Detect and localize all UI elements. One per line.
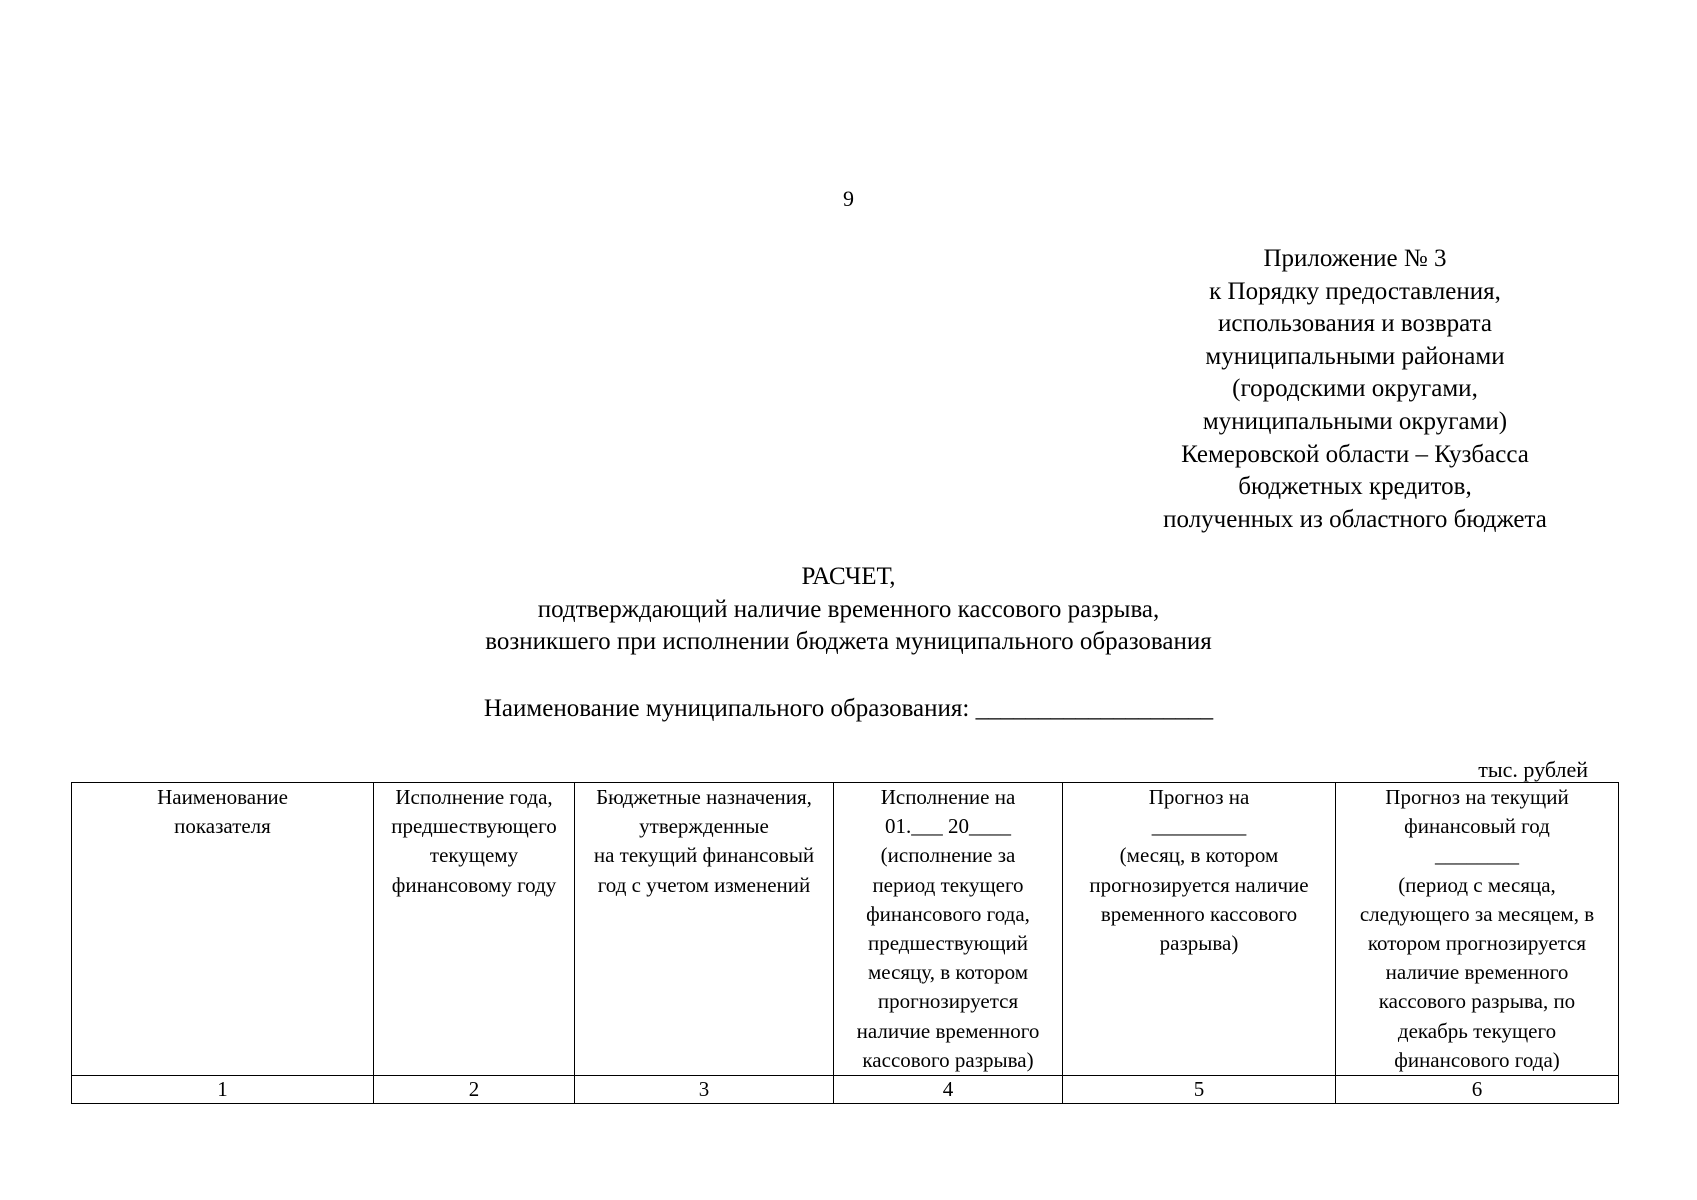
header-line: финансового года) bbox=[1394, 1047, 1560, 1072]
header-line: Прогноз на bbox=[1148, 785, 1250, 809]
header-line: наличие временного bbox=[1385, 960, 1569, 985]
header-line: финансового года, bbox=[866, 901, 1030, 926]
header-line: временного кассового bbox=[1100, 901, 1298, 926]
header-line: Бюджетные назначения, bbox=[596, 785, 812, 809]
header-line: Исполнение года, bbox=[395, 785, 553, 809]
header-line: утвержденные bbox=[639, 814, 769, 839]
header-budget-appropriations bbox=[575, 783, 834, 1076]
column-number-row bbox=[72, 1076, 1619, 1104]
title-line: возникшего при исполнении бюджета муниципального образования bbox=[485, 628, 1212, 656]
municipality-name-label: Наименование муниципального образования: ___________________ bbox=[483, 695, 1214, 722]
header-line: (период с месяца, bbox=[1398, 872, 1556, 897]
header-line: котором прогнозируется bbox=[1367, 931, 1587, 956]
appendix-line: полученных из областного бюджета bbox=[1163, 505, 1547, 533]
column-number: 6 bbox=[1336, 1076, 1619, 1104]
appendix-line: Кемеровской области – Кузбасса bbox=[1181, 440, 1529, 468]
header-line: ________ bbox=[1435, 843, 1519, 868]
header-line: год с учетом изменений bbox=[597, 872, 811, 897]
appendix-line: (городскими округами, bbox=[1232, 375, 1478, 403]
page-number: 9 bbox=[843, 186, 854, 211]
header-line: _________ bbox=[1151, 814, 1247, 839]
header-line: прогнозируется bbox=[877, 989, 1019, 1014]
header-line: разрыва) bbox=[1159, 931, 1239, 956]
header-line: текущему bbox=[429, 843, 519, 868]
header-line: финансовому году bbox=[391, 872, 557, 897]
header-line: показателя bbox=[174, 814, 271, 839]
appendix-line: использования и возврата bbox=[1218, 310, 1492, 338]
header-line: кассового разрыва) bbox=[862, 1047, 1034, 1072]
header-line: Прогноз на текущий bbox=[1385, 785, 1569, 809]
header-line: Исполнение на bbox=[880, 785, 1016, 809]
header-line: следующего за месяцем, в bbox=[1359, 901, 1595, 926]
header-forecast-current-year bbox=[1336, 783, 1619, 1076]
header-line: предшествующий bbox=[867, 931, 1028, 956]
units-label: тыс. рублей bbox=[1478, 757, 1588, 782]
column-number: 5 bbox=[1063, 1076, 1336, 1104]
header-line: Наименование bbox=[157, 785, 288, 809]
header-indicator-name bbox=[72, 783, 374, 1076]
appendix-block bbox=[1115, 243, 1595, 536]
header-forecast-month bbox=[1063, 783, 1336, 1076]
header-line: наличие временного bbox=[856, 1018, 1040, 1043]
appendix-line: муниципальными районами bbox=[1205, 342, 1505, 370]
header-line: период текущего bbox=[872, 872, 1024, 897]
title-heading: РАСЧЕТ, bbox=[801, 563, 896, 590]
header-line: финансовый год bbox=[1404, 814, 1550, 839]
header-line: декабрь текущего bbox=[1397, 1018, 1557, 1043]
title-line: подтверждающий наличие временного кассового разрыва, bbox=[537, 595, 1160, 623]
header-line: на текущий финансовый bbox=[593, 843, 815, 868]
header-line: прогнозируется наличие bbox=[1089, 872, 1309, 897]
header-execution-as-of-date bbox=[834, 783, 1063, 1076]
appendix-line: муниципальными округами) bbox=[1202, 407, 1508, 435]
appendix-line: бюджетных кредитов, bbox=[1238, 473, 1472, 501]
appendix-line: Приложение № 3 bbox=[1263, 245, 1447, 272]
column-number: 3 bbox=[575, 1076, 834, 1104]
header-line: месяцу, в котором bbox=[867, 960, 1029, 985]
header-previous-year-execution bbox=[374, 783, 575, 1076]
column-number: 1 bbox=[72, 1076, 374, 1104]
column-number: 2 bbox=[374, 1076, 575, 1104]
appendix-line: к Порядку предоставления, bbox=[1209, 277, 1501, 305]
document-title bbox=[0, 561, 1697, 659]
header-line: 01.___ 20____ bbox=[885, 814, 1011, 839]
table-header-row bbox=[72, 783, 1619, 1076]
header-line: кассового разрыва, по bbox=[1378, 989, 1576, 1014]
column-number: 4 bbox=[834, 1076, 1063, 1104]
header-line: (месяц, в котором bbox=[1119, 843, 1279, 868]
calculation-table bbox=[71, 782, 1619, 1104]
header-line: предшествующего bbox=[391, 814, 557, 839]
header-line: (исполнение за bbox=[880, 843, 1016, 868]
